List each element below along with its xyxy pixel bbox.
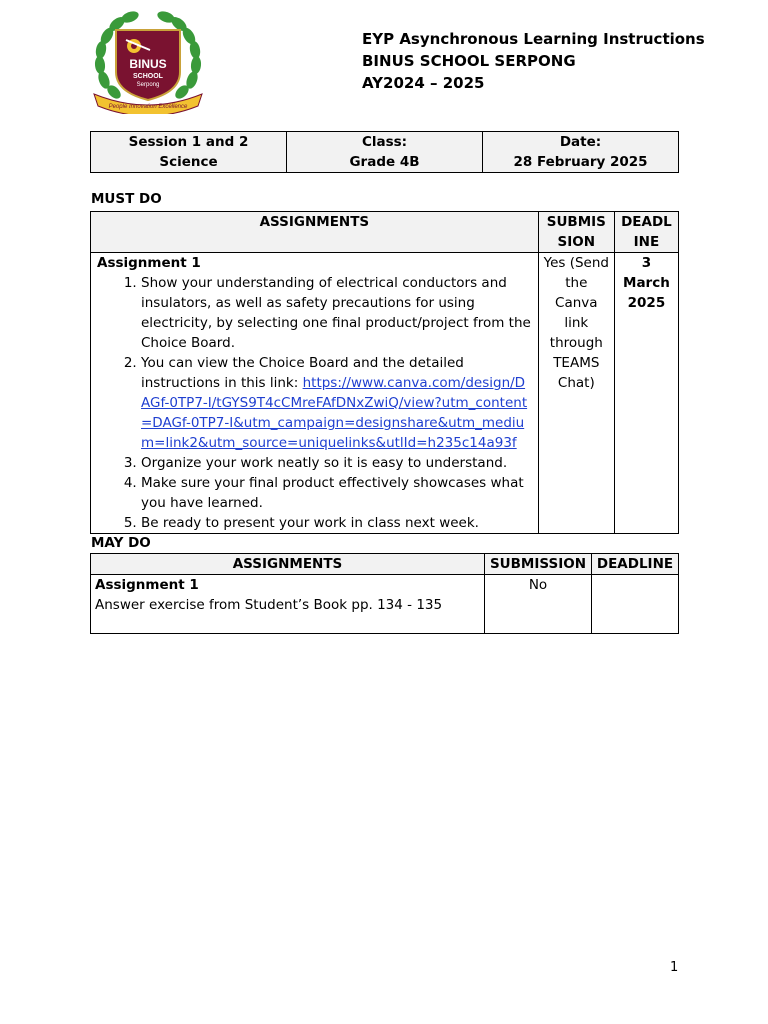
date-cell xyxy=(483,132,679,173)
session-label: Session 1 and 2 xyxy=(128,134,249,150)
may-assignment-description: Answer exercise from Student’s Book pp. 134 - 135 xyxy=(95,597,443,613)
instruction-item: 5. Be ready to present your work in class next week. xyxy=(141,513,534,533)
must-assignment-title: Assignment 1 xyxy=(97,255,201,271)
header-line-1: EYP Asynchronous Learning Instructions xyxy=(362,30,705,48)
instruction-item: 2. You can view the Choice Board and the detailed instructions in this link: https://www.canva.com/design/DAGf-0TP7-I/tGYS9T4cCMreFAfDNxZwiQ/view?utm_content=DAGf-0TP7-I&utm_campaign=designshare&utm_medium=link2&utm_source=uniquelinks&utlId=h235c14a93f xyxy=(141,353,534,453)
canva-link[interactable]: https://www.canva.com/design/DAGf-0TP7-I/tGYS9T4cCMreFAfDNxZwiQ/view?utm_content=DAGf-0TP7-I&utm_campaign=designshare&utm_medium=link2&utm_source=uniquelinks&utlId=h235c14a93f xyxy=(141,375,528,451)
must-header-submission: SUBMISSION xyxy=(538,212,614,253)
instruction-item: 3. Organize your work neatly so it is easy to understand. xyxy=(141,453,534,473)
must-instructions-list xyxy=(95,273,534,533)
may-do-table xyxy=(90,553,679,634)
instruction-item: 4. Make sure your final product effectively showcases what you have learned. xyxy=(141,473,534,513)
logo-text-serpong: Serpong xyxy=(136,82,160,88)
must-submission-cell xyxy=(538,253,614,534)
must-deadline-value: 3 March 2025 xyxy=(623,255,670,311)
page-number: 1 xyxy=(670,960,679,975)
may-assignment-title: Assignment 1 xyxy=(95,577,199,593)
logo-text-school: SCHOOL xyxy=(133,73,163,80)
instruction-item: 1. Show your understanding of electrical conductors and insulators, as well as safety precautions for using electricity, by selecting one final product/project from the Choice Board. xyxy=(141,273,534,353)
may-header-submission: SUBMISSION xyxy=(485,554,592,575)
must-do-table xyxy=(90,211,679,534)
may-do-label: MAY DO xyxy=(91,535,151,551)
must-header-assignments: ASSIGNMENTS xyxy=(91,212,539,253)
may-header-assignments: ASSIGNMENTS xyxy=(91,554,485,575)
may-assignment-cell xyxy=(91,575,485,634)
class-value: Grade 4B xyxy=(349,154,420,170)
may-deadline-cell xyxy=(591,575,678,634)
may-header-deadline: DEADLINE xyxy=(591,554,678,575)
document-header xyxy=(362,28,705,94)
school-logo xyxy=(90,10,206,114)
header-line-3: AY2024 – 2025 xyxy=(362,74,485,92)
class-label: Class: xyxy=(361,134,408,150)
may-submission-cell xyxy=(485,575,592,634)
session-cell xyxy=(91,132,287,173)
must-deadline-cell xyxy=(614,253,678,534)
date-value: 28 February 2025 xyxy=(513,154,648,170)
header-line-2: BINUS SCHOOL SERPONG xyxy=(362,52,576,70)
subject-value: Science xyxy=(159,154,218,170)
must-submission-value: Yes (Send the Canva link through TEAMS Chat) xyxy=(543,255,609,391)
logo-ribbon-text: People Innovation Excellence xyxy=(108,104,188,110)
logo-text-binus: BINUS xyxy=(129,57,167,71)
must-do-label: MUST DO xyxy=(91,191,162,207)
must-assignment-cell xyxy=(91,253,539,534)
date-label: Date: xyxy=(559,134,602,150)
session-info-table xyxy=(90,131,679,173)
must-header-deadline: DEADLINE xyxy=(614,212,678,253)
may-submission-value: No xyxy=(528,577,548,593)
class-cell xyxy=(287,132,483,173)
